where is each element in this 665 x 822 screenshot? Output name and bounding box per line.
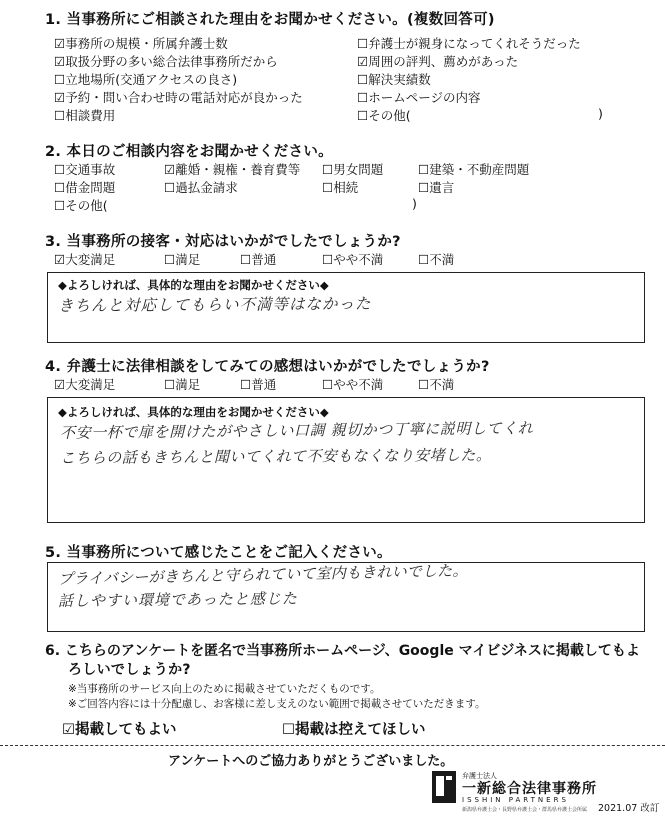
q1-option-firm-size[interactable]: ☑事務所の規模・所属弁護士数 (54, 36, 228, 51)
q4-option-very-satisfied[interactable]: ☑大変満足 (54, 377, 116, 392)
firm-logo-icon (432, 771, 456, 803)
q6-title-line2: ろしいでしょうか? (68, 662, 191, 678)
q1-option-phone-response[interactable]: ☑予約・問い合わせ時の電話対応が良かった (54, 90, 303, 105)
q2-option-divorce[interactable]: ☑離婚・親権・養育費等 (164, 162, 301, 177)
q3-box-header: ◆よろしければ、具体的な理由をお聞かせください◆ (58, 278, 329, 292)
q5-title: 5. 当事務所について感じたことをご記入ください。 (45, 545, 392, 561)
q6-option-decline-publish[interactable]: ☐掲載は控えてほしい (282, 722, 426, 738)
q3-title: 3. 当事務所の接客・対応はいかがでしたでしょうか? (45, 234, 401, 250)
q3-option-satisfied[interactable]: ☐満足 (164, 252, 201, 267)
firm-bar-associations: 新潟県弁護士会・長野県弁護士会・群馬県弁護士会所属 (462, 807, 588, 813)
q2-option-overpayment[interactable]: ☐過払金請求 (164, 180, 238, 195)
q4-option-satisfied[interactable]: ☐満足 (164, 377, 201, 392)
q1-title: 1. 当事務所にご相談された理由をお聞かせください。(複数回答可) (45, 12, 495, 28)
form-version: 2021.07 改訂 (598, 803, 660, 814)
q3-option-dissatisfied[interactable]: ☐不満 (418, 252, 455, 267)
q1-option-location[interactable]: ☐立地場所(交通アクセスの良さ) (54, 72, 238, 87)
q4-option-dissatisfied[interactable]: ☐不満 (418, 377, 455, 392)
q1-option-other[interactable]: ☐その他( (357, 108, 411, 123)
firm-name: 一新総合法律事務所 (462, 781, 597, 797)
q3-handwritten-answer: きちんと対応してもらい不満等はなかった (57, 294, 372, 315)
footer-thanks: アンケートへのご協力ありがとうございました。 (168, 754, 454, 769)
q4-handwritten-answer-line1: 不安一杯で扉を開けたがやさしい口調 親切かつ丁寧に説明してくれ (59, 419, 534, 442)
q1-option-track-record[interactable]: ☐解決実績数 (357, 72, 431, 87)
q1-option-caring-lawyer[interactable]: ☐弁護士が親身になってくれそうだった (357, 36, 581, 51)
q2-other-close-paren: ) (412, 196, 417, 211)
q3-option-somewhat-dissatisfied[interactable]: ☐やや不満 (322, 252, 384, 267)
firm-roman-name: ISSHIN PARTNERS (462, 796, 569, 804)
footer-divider (0, 745, 665, 746)
q6-option-allow-publish[interactable]: ☑掲載してもよい (62, 722, 177, 738)
q2-option-other[interactable]: ☐その他( (54, 198, 108, 213)
q2-option-traffic[interactable]: ☐交通事故 (54, 162, 116, 177)
q4-box-header: ◆よろしければ、具体的な理由をお聞かせください◆ (58, 405, 329, 419)
q2-option-will[interactable]: ☐遺言 (418, 180, 455, 195)
q2-option-inheritance[interactable]: ☐相続 (322, 180, 359, 195)
q4-title: 4. 弁護士に法律相談をしてみての感想はいかがでしたでしょうか? (45, 359, 490, 375)
firm-type-label: 弁護士法人 (462, 772, 497, 780)
q3-option-very-satisfied[interactable]: ☑大変満足 (54, 252, 116, 267)
q6-title-line1: 6. こちらのアンケートを匿名で当事務所ホームページ、Google マイビジネスに掲載してもよ (45, 643, 640, 659)
q4-handwritten-answer-line2: こちらの話もきちんと聞いてくれて不安もなくなり安堵した。 (59, 445, 492, 467)
q2-option-gender[interactable]: ☐男女問題 (322, 162, 384, 177)
q5-handwritten-answer-line1: プライバシーがきちんと守られていて室内もきれいでした。 (57, 561, 468, 588)
q3-option-neutral[interactable]: ☐普通 (240, 252, 277, 267)
q2-title: 2. 本日のご相談内容をお聞かせください。 (45, 144, 333, 160)
q1-option-fee[interactable]: ☐相談費用 (54, 108, 116, 123)
q1-option-reputation[interactable]: ☑周囲の評判、薦めがあった (357, 54, 519, 69)
q1-option-general-firm[interactable]: ☑取扱分野の多い総合法律事務所だから (54, 54, 278, 69)
q1-option-homepage[interactable]: ☐ホームページの内容 (357, 90, 481, 105)
q4-option-neutral[interactable]: ☐普通 (240, 377, 277, 392)
q6-note-purpose: ※当事務所のサービス向上のために掲載させていただくものです。 (68, 683, 381, 695)
q2-option-debt[interactable]: ☐借金問題 (54, 180, 116, 195)
q5-handwritten-answer-line2: 話しやすい環境であったと感じた (57, 589, 298, 610)
q4-option-somewhat-dissatisfied[interactable]: ☐やや不満 (322, 377, 384, 392)
q6-note-privacy: ※ご回答内容には十分配慮し、お客様に差し支えのない範囲で掲載させていただきます。 (68, 698, 486, 710)
q1-other-close-paren: ) (598, 106, 603, 121)
q2-option-real-estate[interactable]: ☐建築・不動産問題 (418, 162, 530, 177)
